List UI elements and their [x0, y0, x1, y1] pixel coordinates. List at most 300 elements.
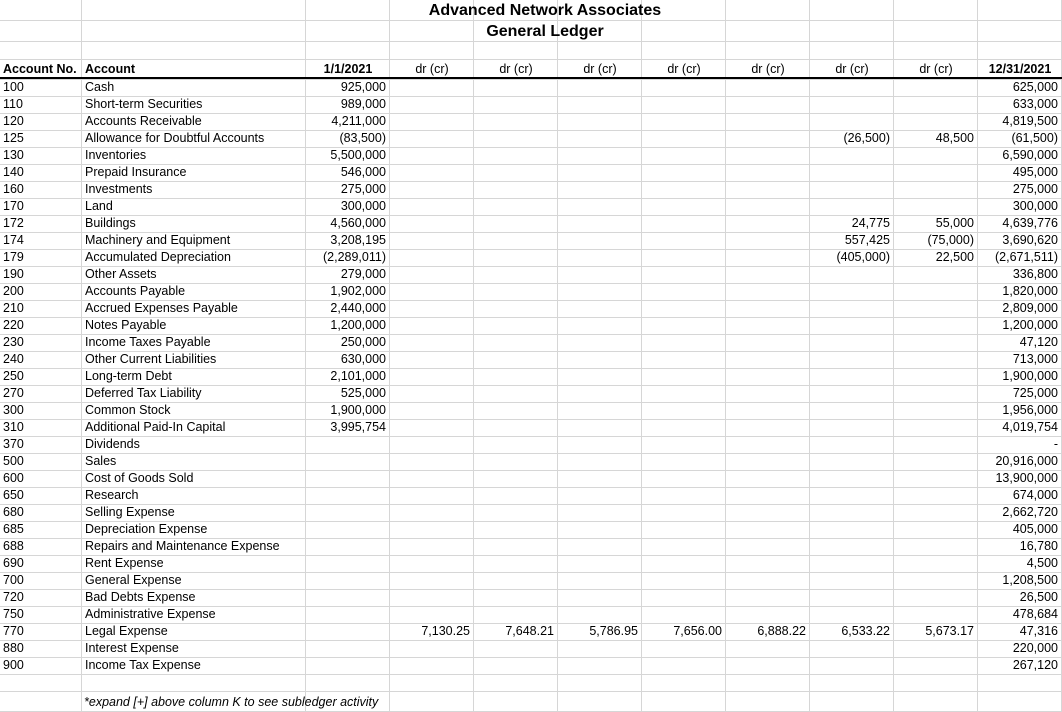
- closing-balance-cell[interactable]: 336,800: [1012, 267, 1058, 281]
- closing-balance-cell[interactable]: 13,900,000: [995, 471, 1058, 485]
- adjustment-cell[interactable]: [726, 249, 810, 266]
- adjustment-cell[interactable]: [642, 385, 726, 402]
- adjustment-cell[interactable]: 5,786.95: [589, 624, 638, 638]
- adjustment-cell[interactable]: [894, 181, 978, 198]
- adjustment-cell[interactable]: [726, 606, 810, 623]
- adjustment-cell[interactable]: [726, 555, 810, 572]
- account-no-cell[interactable]: 172: [3, 216, 24, 230]
- opening-balance-cell[interactable]: 4,560,000: [330, 216, 386, 230]
- adjustment-cell[interactable]: [558, 113, 642, 130]
- adjustment-cell[interactable]: [810, 317, 894, 334]
- adjustment-cell[interactable]: 55,000: [935, 216, 974, 230]
- adjustment-cell[interactable]: [642, 521, 726, 538]
- adjustment-cell[interactable]: [474, 504, 558, 521]
- adjustment-cell[interactable]: [810, 555, 894, 572]
- account-no-cell[interactable]: 900: [3, 658, 24, 672]
- adjustment-cell[interactable]: [390, 283, 474, 300]
- adjustment-cell[interactable]: 48,500: [935, 131, 974, 145]
- header-account-no[interactable]: Account No.: [3, 62, 77, 76]
- adjustment-cell[interactable]: [390, 300, 474, 317]
- adjustment-cell[interactable]: [474, 521, 558, 538]
- adjustment-cell[interactable]: [810, 606, 894, 623]
- closing-balance-cell[interactable]: 267,120: [1012, 658, 1058, 672]
- adjustment-cell[interactable]: [474, 249, 558, 266]
- adjustment-cell[interactable]: [642, 198, 726, 215]
- adjustment-cell[interactable]: [810, 657, 894, 674]
- closing-balance-cell[interactable]: 1,208,500: [1002, 573, 1058, 587]
- adjustment-cell[interactable]: [642, 232, 726, 249]
- adjustment-cell[interactable]: [642, 130, 726, 147]
- opening-balance-cell[interactable]: [306, 623, 390, 640]
- adjustment-cell[interactable]: [474, 198, 558, 215]
- account-no-cell[interactable]: 174: [3, 233, 24, 247]
- adjustment-cell[interactable]: [642, 470, 726, 487]
- adjustment-cell[interactable]: [642, 368, 726, 385]
- closing-balance-cell[interactable]: 6,590,000: [1002, 148, 1058, 162]
- account-no-cell[interactable]: 650: [3, 488, 24, 502]
- adjustment-cell[interactable]: 7,656.00: [673, 624, 722, 638]
- adjustment-cell[interactable]: [894, 657, 978, 674]
- adjustment-cell[interactable]: [558, 79, 642, 96]
- adjustment-cell[interactable]: 7,130.25: [421, 624, 470, 638]
- closing-balance-cell[interactable]: 2,662,720: [1002, 505, 1058, 519]
- closing-balance-cell[interactable]: -: [1053, 437, 1058, 451]
- adjustment-cell[interactable]: [810, 470, 894, 487]
- closing-balance-cell[interactable]: 405,000: [1012, 522, 1058, 536]
- adjustment-cell[interactable]: [726, 487, 810, 504]
- adjustment-cell[interactable]: [810, 300, 894, 317]
- adjustment-cell[interactable]: [726, 368, 810, 385]
- adjustment-cell[interactable]: [390, 555, 474, 572]
- adjustment-cell[interactable]: [726, 351, 810, 368]
- header-adjustment-5[interactable]: dr (cr): [751, 62, 785, 76]
- adjustment-cell[interactable]: [642, 283, 726, 300]
- account-name-cell[interactable]: Interest Expense: [85, 641, 179, 655]
- adjustment-cell[interactable]: [474, 79, 558, 96]
- adjustment-cell[interactable]: [810, 453, 894, 470]
- adjustment-cell[interactable]: [474, 113, 558, 130]
- closing-balance-cell[interactable]: 4,639,776: [1002, 216, 1058, 230]
- closing-balance-cell[interactable]: 47,316: [1019, 624, 1058, 638]
- adjustment-cell[interactable]: [474, 232, 558, 249]
- opening-balance-cell[interactable]: [306, 436, 390, 453]
- adjustment-cell[interactable]: [642, 436, 726, 453]
- account-name-cell[interactable]: Legal Expense: [85, 624, 168, 638]
- adjustment-cell[interactable]: [558, 232, 642, 249]
- adjustment-cell[interactable]: [726, 640, 810, 657]
- adjustment-cell[interactable]: [390, 368, 474, 385]
- adjustment-cell[interactable]: [726, 96, 810, 113]
- adjustment-cell[interactable]: [894, 453, 978, 470]
- opening-balance-cell[interactable]: 250,000: [340, 335, 386, 349]
- adjustment-cell[interactable]: [726, 130, 810, 147]
- opening-balance-cell[interactable]: 1,902,000: [330, 284, 386, 298]
- opening-balance-cell[interactable]: [306, 453, 390, 470]
- adjustment-cell[interactable]: [894, 283, 978, 300]
- adjustment-cell[interactable]: [726, 317, 810, 334]
- closing-balance-cell[interactable]: 26,500: [1019, 590, 1058, 604]
- opening-balance-cell[interactable]: 2,101,000: [330, 369, 386, 383]
- adjustment-cell[interactable]: [558, 351, 642, 368]
- adjustment-cell[interactable]: [390, 436, 474, 453]
- adjustment-cell[interactable]: [558, 249, 642, 266]
- adjustment-cell[interactable]: [810, 266, 894, 283]
- adjustment-cell[interactable]: [558, 300, 642, 317]
- adjustment-cell[interactable]: [390, 249, 474, 266]
- adjustment-cell[interactable]: [558, 215, 642, 232]
- adjustment-cell[interactable]: [390, 181, 474, 198]
- adjustment-cell[interactable]: [642, 215, 726, 232]
- adjustment-cell[interactable]: (26,500): [843, 131, 890, 145]
- adjustment-cell[interactable]: [558, 164, 642, 181]
- adjustment-cell[interactable]: 6,533.22: [841, 624, 890, 638]
- closing-balance-cell[interactable]: 47,120: [1019, 335, 1058, 349]
- adjustment-cell[interactable]: [558, 504, 642, 521]
- adjustment-cell[interactable]: [558, 657, 642, 674]
- opening-balance-cell[interactable]: 3,995,754: [330, 420, 386, 434]
- opening-balance-cell[interactable]: 3,208,195: [330, 233, 386, 247]
- account-name-cell[interactable]: Machinery and Equipment: [85, 233, 231, 247]
- account-no-cell[interactable]: 220: [3, 318, 24, 332]
- adjustment-cell[interactable]: [558, 385, 642, 402]
- adjustment-cell[interactable]: [894, 402, 978, 419]
- adjustment-cell[interactable]: [810, 334, 894, 351]
- closing-balance-cell[interactable]: 625,000: [1012, 80, 1058, 94]
- adjustment-cell[interactable]: [390, 79, 474, 96]
- opening-balance-cell[interactable]: 2,440,000: [330, 301, 386, 315]
- account-name-cell[interactable]: Depreciation Expense: [85, 522, 208, 536]
- adjustment-cell[interactable]: [726, 79, 810, 96]
- adjustment-cell[interactable]: [390, 453, 474, 470]
- opening-balance-cell[interactable]: 279,000: [340, 267, 386, 281]
- closing-balance-cell[interactable]: 1,956,000: [1002, 403, 1058, 417]
- account-name-cell[interactable]: Common Stock: [85, 403, 171, 417]
- adjustment-cell[interactable]: [726, 283, 810, 300]
- adjustment-cell[interactable]: [390, 232, 474, 249]
- opening-balance-cell[interactable]: [306, 555, 390, 572]
- account-name-cell[interactable]: Research: [85, 488, 139, 502]
- adjustment-cell[interactable]: [474, 640, 558, 657]
- account-no-cell[interactable]: 120: [3, 114, 24, 128]
- account-name-cell[interactable]: Short-term Securities: [85, 97, 203, 111]
- account-no-cell[interactable]: 720: [3, 590, 24, 604]
- adjustment-cell[interactable]: [810, 589, 894, 606]
- account-no-cell[interactable]: 250: [3, 369, 24, 383]
- adjustment-cell[interactable]: [642, 640, 726, 657]
- opening-balance-cell[interactable]: 300,000: [340, 199, 386, 213]
- adjustment-cell[interactable]: [894, 640, 978, 657]
- account-no-cell[interactable]: 170: [3, 199, 24, 213]
- adjustment-cell[interactable]: [558, 96, 642, 113]
- account-name-cell[interactable]: Notes Payable: [85, 318, 167, 332]
- account-no-cell[interactable]: 680: [3, 505, 24, 519]
- opening-balance-cell[interactable]: 4,211,000: [331, 114, 386, 128]
- adjustment-cell[interactable]: [642, 181, 726, 198]
- adjustment-cell[interactable]: [642, 453, 726, 470]
- header-adjustment-3[interactable]: dr (cr): [583, 62, 617, 76]
- adjustment-cell[interactable]: [390, 487, 474, 504]
- account-name-cell[interactable]: Inventories: [85, 148, 147, 162]
- opening-balance-cell[interactable]: 5,500,000: [330, 148, 386, 162]
- adjustment-cell[interactable]: [474, 317, 558, 334]
- adjustment-cell[interactable]: [474, 147, 558, 164]
- account-name-cell[interactable]: General Expense: [85, 573, 182, 587]
- adjustment-cell[interactable]: [726, 181, 810, 198]
- account-no-cell[interactable]: 125: [3, 131, 24, 145]
- adjustment-cell[interactable]: [390, 317, 474, 334]
- adjustment-cell[interactable]: [726, 521, 810, 538]
- adjustment-cell[interactable]: [558, 470, 642, 487]
- adjustment-cell[interactable]: [726, 470, 810, 487]
- opening-balance-cell[interactable]: [306, 521, 390, 538]
- adjustment-cell[interactable]: [726, 300, 810, 317]
- adjustment-cell[interactable]: [390, 606, 474, 623]
- adjustment-cell[interactable]: [642, 402, 726, 419]
- adjustment-cell[interactable]: [390, 351, 474, 368]
- adjustment-cell[interactable]: [726, 402, 810, 419]
- adjustment-cell[interactable]: [894, 351, 978, 368]
- account-name-cell[interactable]: Accumulated Depreciation: [85, 250, 231, 264]
- account-no-cell[interactable]: 690: [3, 556, 24, 570]
- adjustment-cell[interactable]: [810, 351, 894, 368]
- adjustment-cell[interactable]: [558, 521, 642, 538]
- closing-balance-cell[interactable]: 16,780: [1019, 539, 1058, 553]
- adjustment-cell[interactable]: [558, 130, 642, 147]
- header-adjustment-7[interactable]: dr (cr): [919, 62, 953, 76]
- closing-balance-cell[interactable]: 1,900,000: [1002, 369, 1058, 383]
- adjustment-cell[interactable]: [642, 96, 726, 113]
- adjustment-cell[interactable]: [726, 147, 810, 164]
- adjustment-cell[interactable]: 5,673.17: [925, 624, 974, 638]
- opening-balance-cell[interactable]: 1,900,000: [330, 403, 386, 417]
- header-adjustment-2[interactable]: dr (cr): [499, 62, 533, 76]
- account-name-cell[interactable]: Prepaid Insurance: [85, 165, 187, 179]
- adjustment-cell[interactable]: [810, 164, 894, 181]
- account-no-cell[interactable]: 179: [3, 250, 24, 264]
- account-name-cell[interactable]: Income Tax Expense: [85, 658, 201, 672]
- adjustment-cell[interactable]: [726, 266, 810, 283]
- header-adjustment-4[interactable]: dr (cr): [667, 62, 701, 76]
- adjustment-cell[interactable]: [390, 572, 474, 589]
- adjustment-cell[interactable]: [810, 538, 894, 555]
- adjustment-cell[interactable]: [558, 606, 642, 623]
- account-no-cell[interactable]: 770: [3, 624, 24, 638]
- account-name-cell[interactable]: Deferred Tax Liability: [85, 386, 202, 400]
- adjustment-cell[interactable]: [390, 164, 474, 181]
- account-name-cell[interactable]: Accounts Payable: [85, 284, 186, 298]
- adjustment-cell[interactable]: [726, 504, 810, 521]
- adjustment-cell[interactable]: [726, 436, 810, 453]
- adjustment-cell[interactable]: [642, 572, 726, 589]
- opening-balance-cell[interactable]: [306, 589, 390, 606]
- closing-balance-cell[interactable]: 3,690,620: [1002, 233, 1058, 247]
- adjustment-cell[interactable]: [558, 368, 642, 385]
- closing-balance-cell[interactable]: 4,819,500: [1002, 114, 1058, 128]
- account-name-cell[interactable]: Other Current Liabilities: [85, 352, 217, 366]
- adjustment-cell[interactable]: [642, 589, 726, 606]
- closing-balance-cell[interactable]: 300,000: [1012, 199, 1058, 213]
- adjustment-cell[interactable]: [474, 572, 558, 589]
- adjustment-cell[interactable]: [726, 113, 810, 130]
- adjustment-cell[interactable]: [726, 453, 810, 470]
- opening-balance-cell[interactable]: [306, 538, 390, 555]
- adjustment-cell[interactable]: [642, 249, 726, 266]
- adjustment-cell[interactable]: [558, 555, 642, 572]
- adjustment-cell[interactable]: [726, 589, 810, 606]
- closing-balance-cell[interactable]: 220,000: [1012, 641, 1058, 655]
- adjustment-cell[interactable]: [474, 589, 558, 606]
- adjustment-cell[interactable]: [474, 470, 558, 487]
- account-name-cell[interactable]: Other Assets: [85, 267, 157, 281]
- adjustment-cell[interactable]: [726, 419, 810, 436]
- adjustment-cell[interactable]: [894, 317, 978, 334]
- opening-balance-cell[interactable]: 925,000: [340, 80, 386, 94]
- adjustment-cell[interactable]: [642, 266, 726, 283]
- account-name-cell[interactable]: Income Taxes Payable: [85, 335, 211, 349]
- adjustment-cell[interactable]: [642, 317, 726, 334]
- adjustment-cell[interactable]: [642, 555, 726, 572]
- adjustment-cell[interactable]: [558, 181, 642, 198]
- closing-balance-cell[interactable]: 4,019,754: [1002, 420, 1058, 434]
- closing-balance-cell[interactable]: 633,000: [1012, 97, 1058, 111]
- opening-balance-cell[interactable]: (2,289,011): [322, 250, 386, 264]
- adjustment-cell[interactable]: [894, 555, 978, 572]
- adjustment-cell[interactable]: [810, 96, 894, 113]
- adjustment-cell[interactable]: [474, 538, 558, 555]
- adjustment-cell[interactable]: [642, 419, 726, 436]
- account-name-cell[interactable]: Land: [85, 199, 113, 213]
- opening-balance-cell[interactable]: [306, 487, 390, 504]
- adjustment-cell[interactable]: [558, 402, 642, 419]
- opening-balance-cell[interactable]: 525,000: [340, 386, 386, 400]
- opening-balance-cell[interactable]: [306, 657, 390, 674]
- account-name-cell[interactable]: Long-term Debt: [85, 369, 172, 383]
- closing-balance-cell[interactable]: (2,671,511): [994, 250, 1058, 264]
- adjustment-cell[interactable]: [558, 334, 642, 351]
- adjustment-cell[interactable]: (405,000): [836, 250, 890, 264]
- adjustment-cell[interactable]: [474, 334, 558, 351]
- adjustment-cell[interactable]: [474, 181, 558, 198]
- adjustment-cell[interactable]: [642, 334, 726, 351]
- account-name-cell[interactable]: Repairs and Maintenance Expense: [85, 539, 280, 553]
- account-no-cell[interactable]: 130: [3, 148, 24, 162]
- opening-balance-cell[interactable]: 275,000: [340, 182, 386, 196]
- adjustment-cell[interactable]: [894, 147, 978, 164]
- adjustment-cell[interactable]: [474, 487, 558, 504]
- adjustment-cell[interactable]: [810, 198, 894, 215]
- adjustment-cell[interactable]: [390, 198, 474, 215]
- adjustment-cell[interactable]: [810, 521, 894, 538]
- adjustment-cell[interactable]: [894, 487, 978, 504]
- account-no-cell[interactable]: 300: [3, 403, 24, 417]
- adjustment-cell[interactable]: [474, 453, 558, 470]
- opening-balance-cell[interactable]: 546,000: [340, 165, 386, 179]
- closing-balance-cell[interactable]: 2,809,000: [1002, 301, 1058, 315]
- account-no-cell[interactable]: 200: [3, 284, 24, 298]
- account-name-cell[interactable]: Cost of Goods Sold: [85, 471, 194, 485]
- adjustment-cell[interactable]: [474, 436, 558, 453]
- account-no-cell[interactable]: 140: [3, 165, 24, 179]
- adjustment-cell[interactable]: [390, 96, 474, 113]
- account-no-cell[interactable]: 310: [3, 420, 24, 434]
- adjustment-cell[interactable]: [390, 640, 474, 657]
- adjustment-cell[interactable]: [810, 487, 894, 504]
- adjustment-cell[interactable]: [474, 283, 558, 300]
- adjustment-cell[interactable]: [894, 538, 978, 555]
- adjustment-cell[interactable]: [810, 283, 894, 300]
- adjustment-cell[interactable]: (75,000): [927, 233, 974, 247]
- adjustment-cell[interactable]: [894, 300, 978, 317]
- closing-balance-cell[interactable]: 495,000: [1012, 165, 1058, 179]
- adjustment-cell[interactable]: [474, 419, 558, 436]
- adjustment-cell[interactable]: [558, 487, 642, 504]
- closing-balance-cell[interactable]: 1,820,000: [1002, 284, 1058, 298]
- adjustment-cell[interactable]: [642, 300, 726, 317]
- account-no-cell[interactable]: 750: [3, 607, 24, 621]
- adjustment-cell[interactable]: [474, 657, 558, 674]
- adjustment-cell[interactable]: [390, 147, 474, 164]
- adjustment-cell[interactable]: [474, 130, 558, 147]
- closing-balance-cell[interactable]: 4,500: [1026, 556, 1058, 570]
- adjustment-cell[interactable]: [390, 215, 474, 232]
- account-name-cell[interactable]: Dividends: [85, 437, 140, 451]
- adjustment-cell[interactable]: [894, 164, 978, 181]
- account-no-cell[interactable]: 210: [3, 301, 24, 315]
- adjustment-cell[interactable]: [474, 164, 558, 181]
- account-no-cell[interactable]: 880: [3, 641, 24, 655]
- adjustment-cell[interactable]: [474, 555, 558, 572]
- adjustment-cell[interactable]: [894, 470, 978, 487]
- adjustment-cell[interactable]: 24,775: [851, 216, 890, 230]
- adjustment-cell[interactable]: [390, 402, 474, 419]
- adjustment-cell[interactable]: [474, 266, 558, 283]
- opening-balance-cell[interactable]: [306, 470, 390, 487]
- account-no-cell[interactable]: 270: [3, 386, 24, 400]
- adjustment-cell[interactable]: [642, 657, 726, 674]
- adjustment-cell[interactable]: [894, 606, 978, 623]
- account-name-cell[interactable]: Rent Expense: [85, 556, 164, 570]
- header-opening-balance[interactable]: 1/1/2021: [323, 62, 373, 76]
- account-name-cell[interactable]: Bad Debts Expense: [85, 590, 196, 604]
- adjustment-cell[interactable]: [726, 232, 810, 249]
- account-no-cell[interactable]: 230: [3, 335, 24, 349]
- closing-balance-cell[interactable]: (61,500): [1011, 131, 1058, 145]
- adjustment-cell[interactable]: [558, 436, 642, 453]
- account-no-cell[interactable]: 700: [3, 573, 24, 587]
- account-no-cell[interactable]: 240: [3, 352, 24, 366]
- adjustment-cell[interactable]: [390, 589, 474, 606]
- adjustment-cell[interactable]: [894, 79, 978, 96]
- opening-balance-cell[interactable]: 989,000: [340, 97, 386, 111]
- account-no-cell[interactable]: 100: [3, 80, 24, 94]
- header-account[interactable]: Account: [85, 62, 135, 76]
- account-name-cell[interactable]: Additional Paid-In Capital: [85, 420, 226, 434]
- account-name-cell[interactable]: Buildings: [85, 216, 136, 230]
- adjustment-cell[interactable]: [810, 385, 894, 402]
- adjustment-cell[interactable]: [642, 606, 726, 623]
- adjustment-cell[interactable]: [390, 521, 474, 538]
- adjustment-cell[interactable]: [474, 96, 558, 113]
- adjustment-cell[interactable]: [474, 351, 558, 368]
- account-no-cell[interactable]: 190: [3, 267, 24, 281]
- adjustment-cell[interactable]: 557,425: [844, 233, 890, 247]
- closing-balance-cell[interactable]: 478,684: [1012, 607, 1058, 621]
- header-adjustment-6[interactable]: dr (cr): [835, 62, 869, 76]
- closing-balance-cell[interactable]: 20,916,000: [995, 454, 1058, 468]
- adjustment-cell[interactable]: [894, 521, 978, 538]
- adjustment-cell[interactable]: [558, 453, 642, 470]
- adjustment-cell[interactable]: [894, 198, 978, 215]
